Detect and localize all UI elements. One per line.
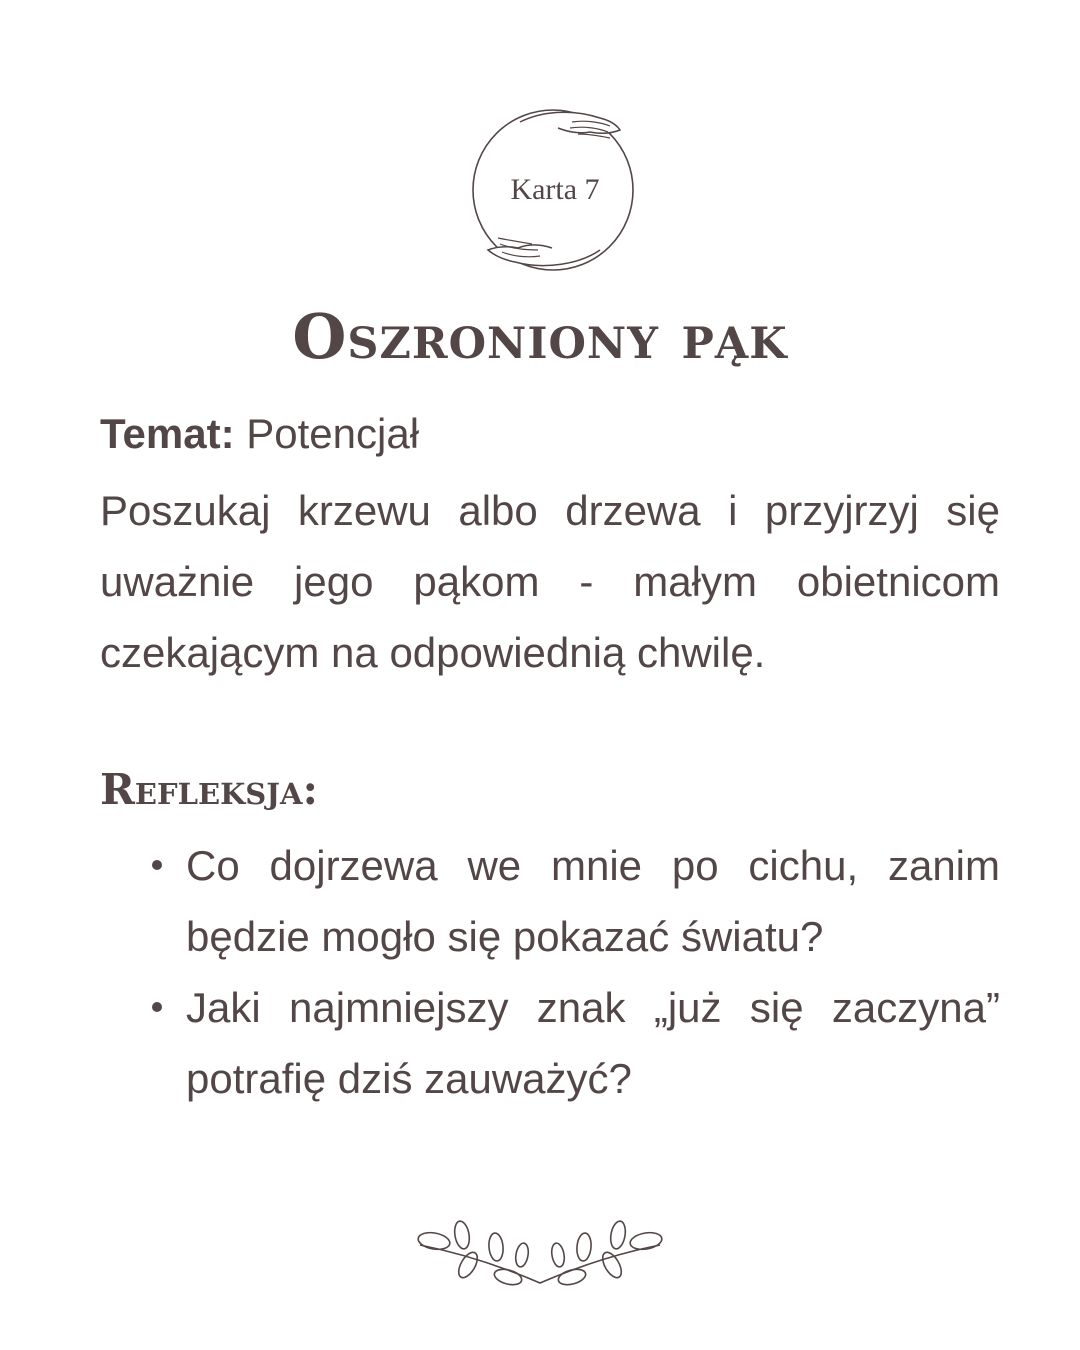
leaf-branch-ornament-icon xyxy=(410,1215,670,1295)
card-number-label: Karta 7 xyxy=(510,173,600,206)
question-text: Co dojrzewa we mnie po cichu, zanim będzie mogło się pokazać światu? xyxy=(186,842,1000,960)
reflection-question xyxy=(186,830,1000,972)
reflection-question xyxy=(186,972,1000,1114)
theme-label: Temat: xyxy=(100,410,235,457)
card-title: Oszroniony pąk xyxy=(292,300,788,373)
reflection-questions xyxy=(186,830,1000,1114)
hands-circle-emblem xyxy=(460,100,650,280)
reflection-heading: Refleksja: xyxy=(100,765,318,814)
theme-line xyxy=(100,410,419,458)
card-description: Poszukaj krzewu albo drzewa i przyjrzyj się uważnie jego pąkom - małym obietnicom czekającym na odpowiednią chwilę. xyxy=(100,487,1000,676)
question-text: Jaki najmniejszy znak „już się zaczyna” potrafię dziś zauważyć? xyxy=(186,984,1000,1102)
theme-value: Potencjał xyxy=(246,410,420,457)
bullet-icon xyxy=(152,1002,162,1012)
bullet-icon xyxy=(152,860,162,870)
leaf-ornament xyxy=(410,1215,670,1295)
